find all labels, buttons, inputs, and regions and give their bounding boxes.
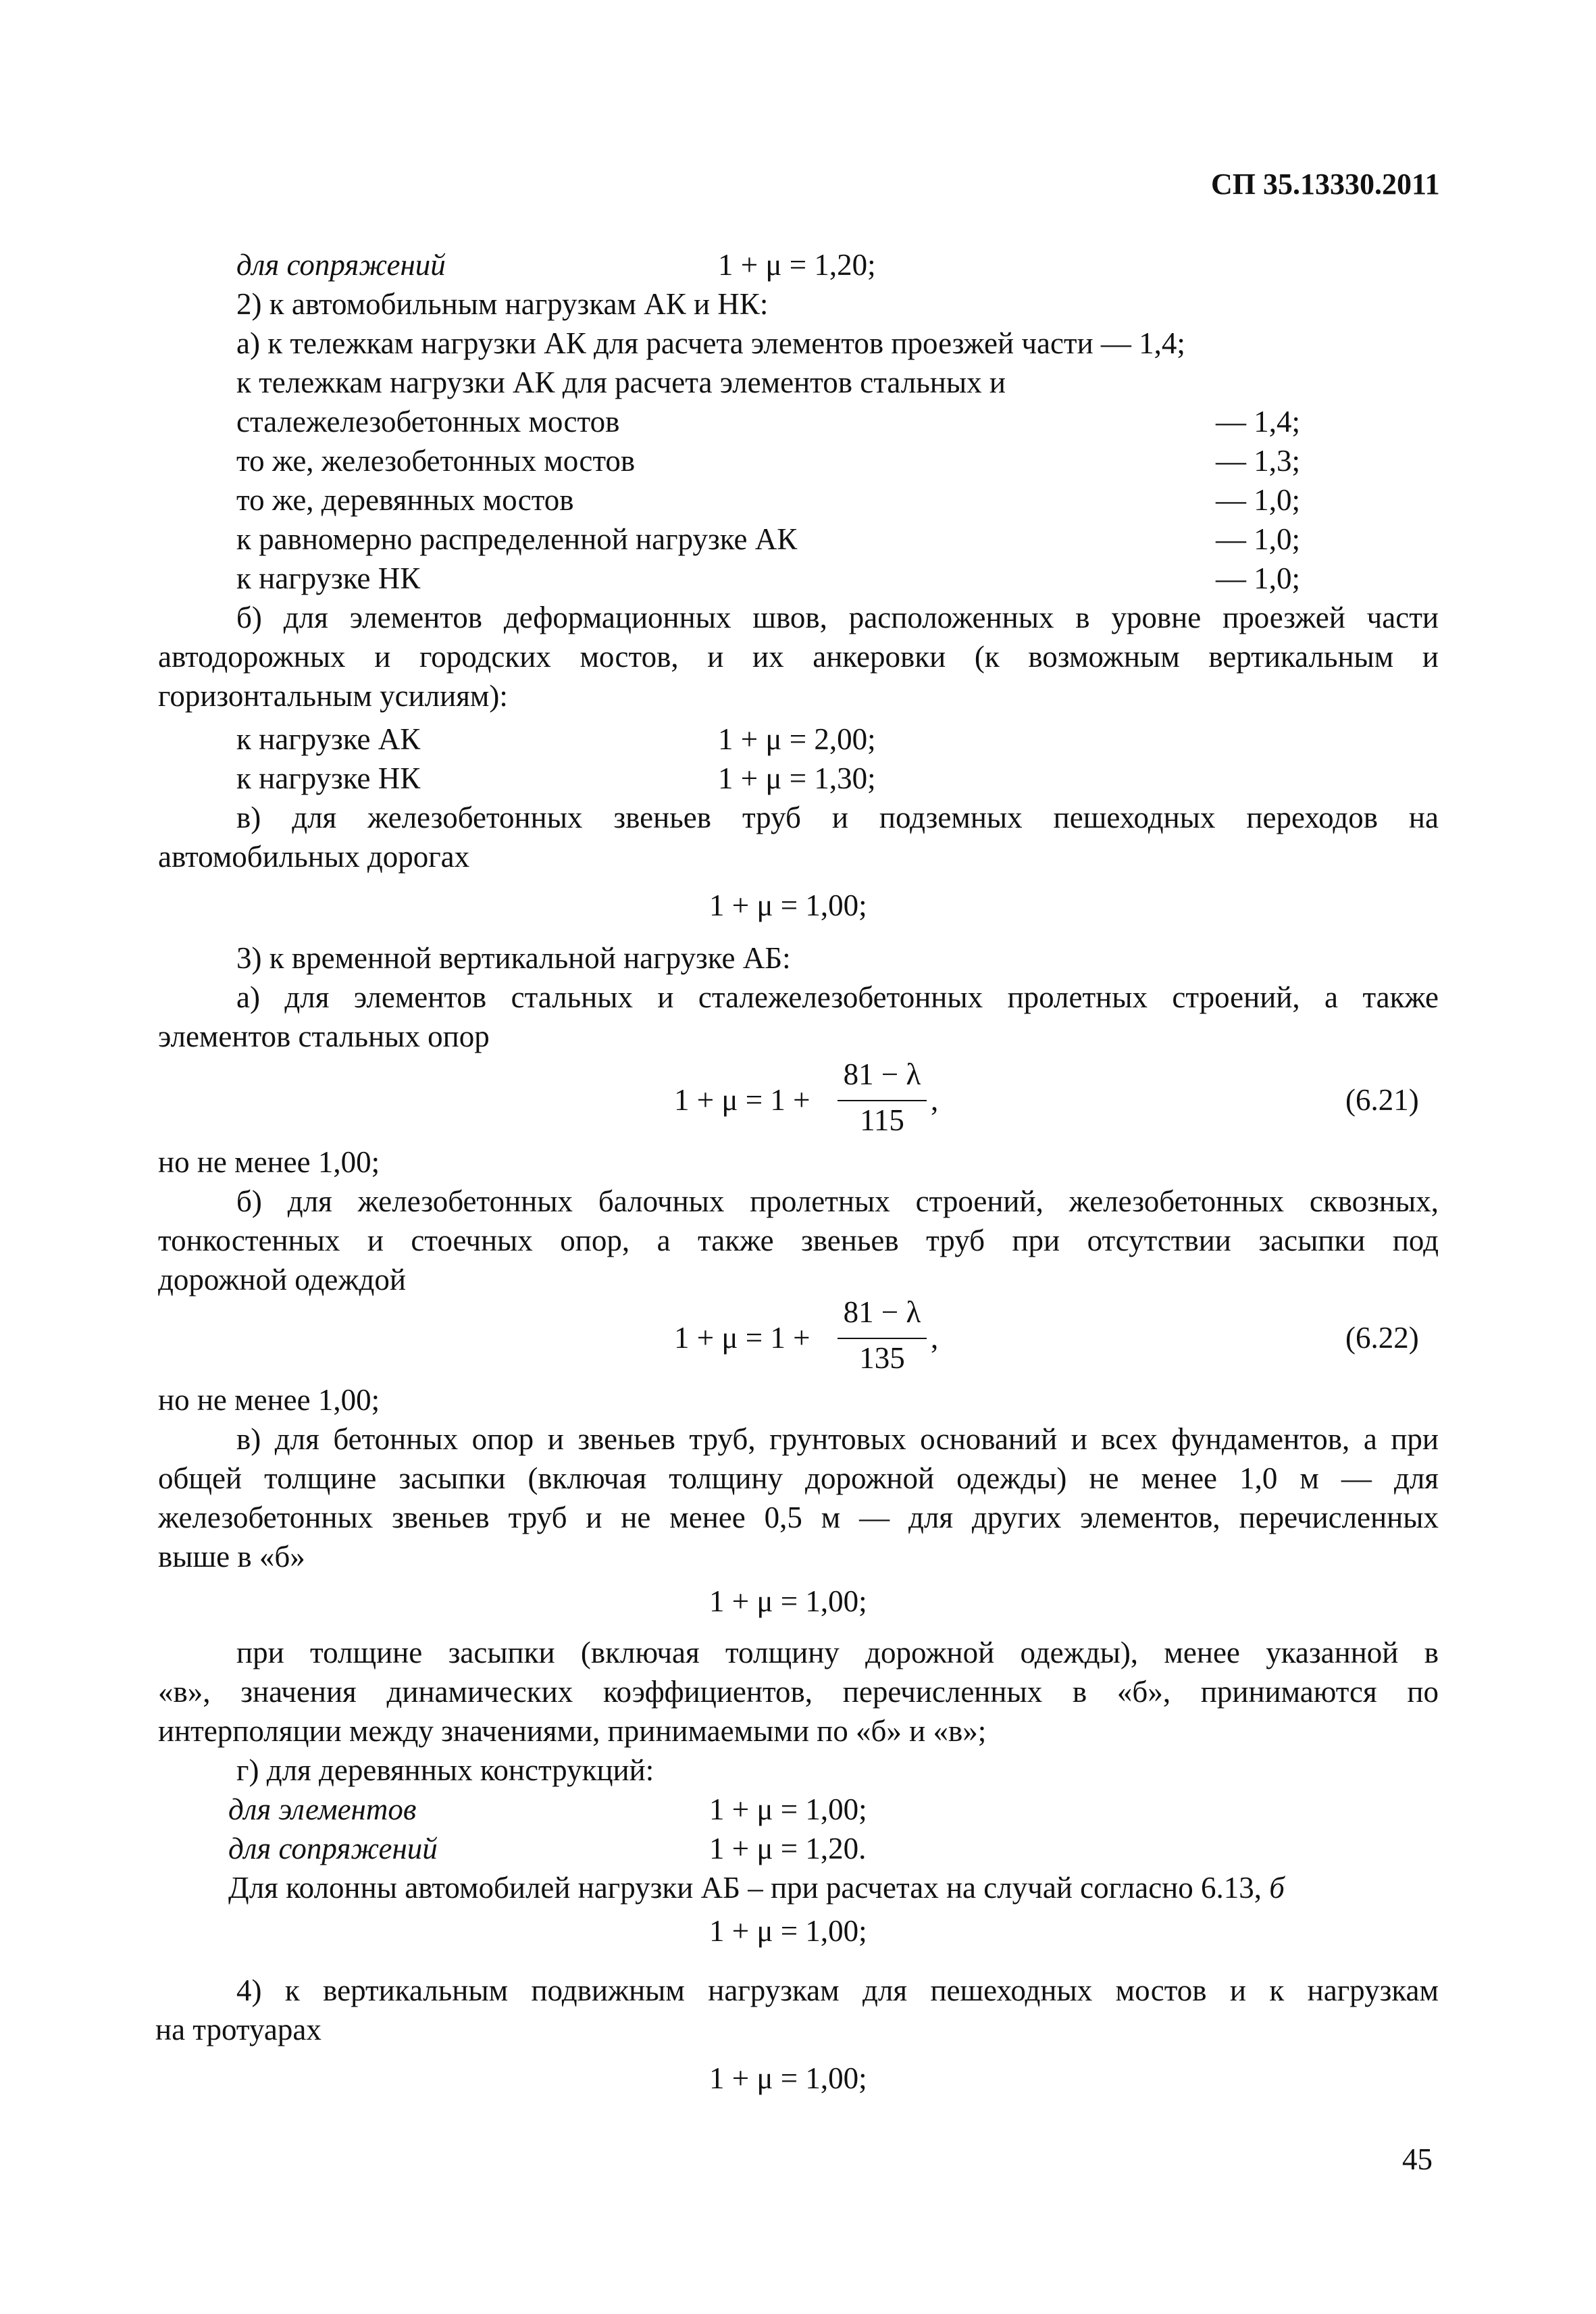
text-line: сталежелезобетонных мостов — [236, 405, 620, 438]
paragraph-line: на тротуарах — [155, 2013, 321, 2046]
coefficient-value: — 1,4; — [1216, 405, 1301, 438]
list-item-heading: г) для деревянных конструкций: — [236, 1753, 654, 1787]
paragraph-line: тонкостенных и стоечных опор, а также звеньев труб при отсутствии засыпки под — [158, 1224, 1439, 1257]
paragraph-line: горизонтальным усилиям): — [158, 679, 508, 713]
text-line: к нагрузке АК — [236, 722, 421, 756]
paragraph-line: в) для железобетонных звеньев труб и подземных пешеходных переходов на — [236, 801, 1439, 834]
coefficient-value: — 1,3; — [1216, 444, 1301, 478]
formula-tail: , — [931, 1083, 939, 1117]
formula-denominator: 135 — [859, 1341, 905, 1375]
paragraph-line: при толщине засыпки (включая толщину дорожной одежды), менее указанной в — [236, 1636, 1439, 1669]
formula-display: 1 + μ = 1,00; — [709, 1914, 867, 1948]
paragraph-line — [228, 1867, 1285, 1908]
paragraph-line: автодорожных и городских мостов, и их анкеровки (к возможным вертикальным и — [158, 640, 1439, 674]
formula-tail: , — [931, 1321, 939, 1355]
paragraph-line: дорожной одеждой — [158, 1263, 406, 1297]
paragraph-line: а) для элементов стальных и сталежелезобетонных пролетных строений, а также — [236, 980, 1439, 1014]
formula-number: (6.21) — [1345, 1083, 1419, 1117]
text-line: то же, железобетонных мостов — [236, 444, 636, 478]
text-line: для элементов — [228, 1792, 417, 1826]
text-line: для сопряжений — [236, 248, 446, 282]
list-item-heading: 2) к автомобильным нагрузкам АК и НК: — [236, 287, 769, 321]
coefficient-value: — 1,0; — [1216, 522, 1301, 556]
paragraph-line: б) для железобетонных балочных пролетных строений, железобетонных сквозных, — [236, 1184, 1439, 1218]
coefficient-value: — 1,0; — [1216, 483, 1301, 517]
paragraph-line: 4) к вертикальным подвижным нагрузкам для пешеходных мостов и к нагрузкам — [236, 1973, 1439, 2007]
formula-inline: 1 + μ = 1,30; — [718, 761, 876, 795]
formula-numerator: 81 − λ — [843, 1295, 921, 1329]
page-number: 45 — [1402, 2142, 1433, 2176]
paragraph-line: элементов стальных опор — [158, 1020, 490, 1053]
paragraph-line: железобетонных звеньев труб и не менее 0,5 м — для других элементов, перечисленных — [158, 1501, 1439, 1534]
text-line: для сопряжений — [228, 1832, 438, 1865]
formula-inline: 1 + μ = 2,00; — [718, 722, 876, 756]
paragraph-line: в) для бетонных опор и звеньев труб, грунтовых оснований и всех фундаментов, а при — [236, 1422, 1439, 1456]
formula-inline: 1 + μ = 1,20. — [709, 1832, 867, 1865]
paragraph-line: но не менее 1,00; — [158, 1383, 380, 1417]
text-line: к нагрузке НК — [236, 761, 421, 795]
paragraph-line: «в», значения динамических коэффициентов, перечисленных в «б», принимаются по — [158, 1675, 1439, 1709]
formula-display: 1 + μ = 1,00; — [709, 2061, 867, 2095]
formula-display: 1 + μ = 1,00; — [709, 1584, 867, 1618]
formula-number: (6.22) — [1345, 1321, 1419, 1355]
formula-lhs: 1 + μ = 1 + — [674, 1083, 810, 1117]
text-line: а) к тележкам нагрузки АК для расчета элементов проезжей части — 1,4; — [236, 326, 1185, 360]
text-line: к тележкам нагрузки АК для расчета элементов стальных и — [236, 366, 1006, 399]
reference-letter: б — [1269, 1871, 1285, 1905]
coefficient-value: — 1,0; — [1216, 561, 1301, 595]
formula-inline: 1 + μ = 1,20; — [718, 248, 876, 282]
paragraph-line: но не менее 1,00; — [158, 1145, 380, 1179]
list-item-heading: 3) к временной вертикальной нагрузке АБ: — [236, 941, 791, 975]
paragraph-line: интерполяции между значениями, принимаемыми по «б» и «в»; — [158, 1714, 987, 1748]
paragraph-line: б) для элементов деформационных швов, расположенных в уровне проезжей части — [236, 601, 1439, 634]
formula-display: 1 + μ = 1,00; — [709, 888, 867, 922]
paragraph-line: выше в «б» — [158, 1540, 305, 1574]
text-line: то же, деревянных мостов — [236, 483, 574, 517]
formula-inline: 1 + μ = 1,00; — [709, 1792, 867, 1826]
paragraph-line: автомобильных дорогах — [158, 840, 470, 874]
text-line: к равномерно распределенной нагрузке АК — [236, 522, 798, 556]
text-line: к нагрузке НК — [236, 561, 421, 595]
formula-denominator: 115 — [860, 1103, 904, 1137]
formula-numerator: 81 − λ — [843, 1057, 921, 1091]
formula-lhs: 1 + μ = 1 + — [674, 1321, 810, 1355]
text-span: Для колонны автомобилей нагрузки АБ – при расчетах на случай согласно 6.13, — [228, 1871, 1270, 1905]
document-code: СП 35.13330.2011 — [1211, 168, 1440, 201]
paragraph-line: общей толщине засыпки (включая толщину дорожной одежды) не менее 1,0 м — для — [158, 1461, 1439, 1495]
